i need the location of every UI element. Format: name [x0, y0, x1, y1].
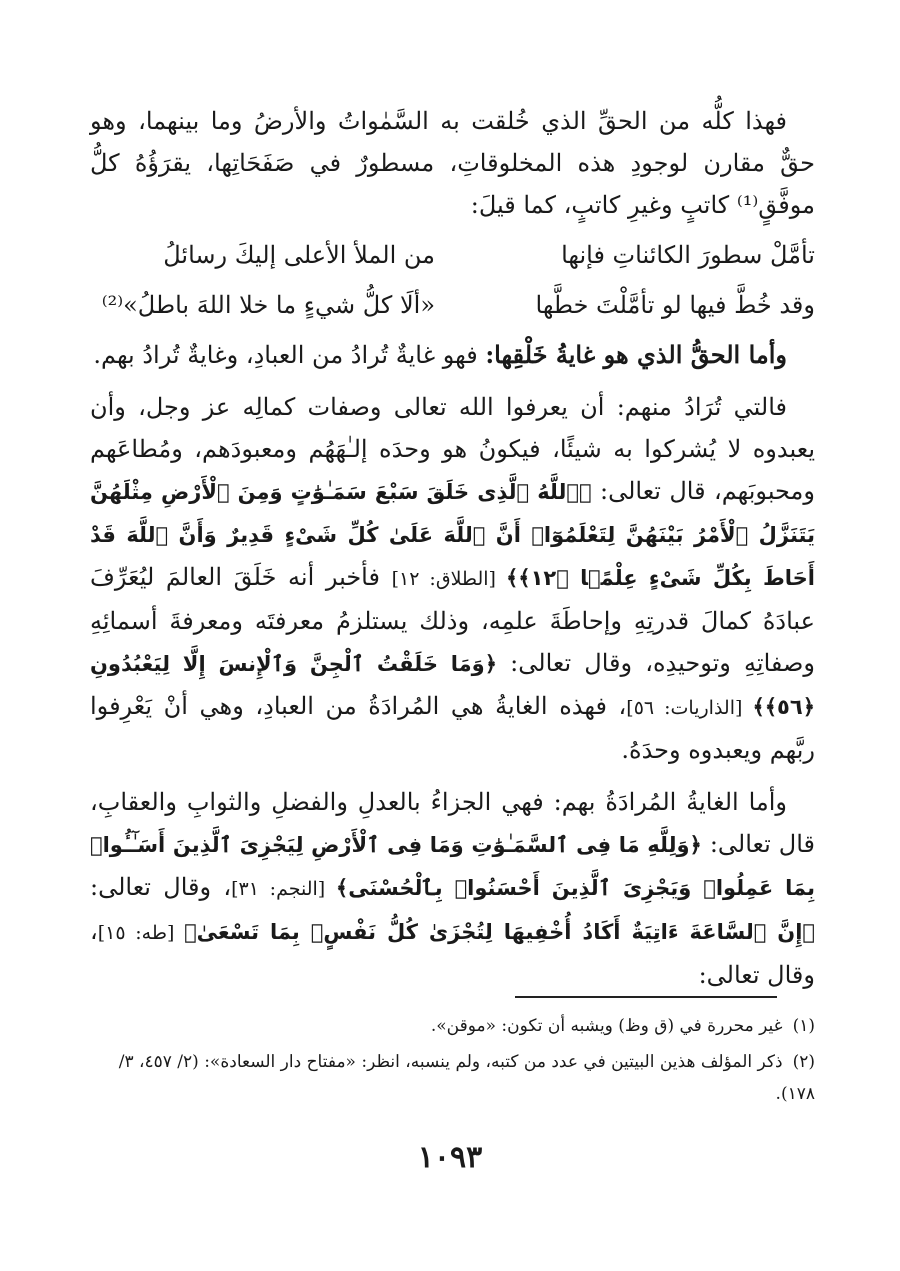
paragraph-2 — [90, 334, 815, 376]
footnote-2 — [90, 1046, 815, 1110]
quran-verse-taha: ﴿إِنَّ ٱلسَّاعَةَ ءَاتِيَةٌ أَكَادُ أُخْفِيهَا لِتُجْزَىٰ كُلُّ نَفْسٍۭ بِمَا تَسْعَىٰ﴾ — [184, 920, 816, 944]
paragraph-3-text-a: فالتي تُرَادُ منهم: أن يعرفوا الله تعالى وصفات كمالِه عز وجل، وأن يعبدوه لا يُشركوا به شيئًا، فيكونُ هو وحدَه إلـٰهَهُم ومعبودَهم، ومُطاعَهم ومحبوبَهم، قال تعالى: — [90, 393, 815, 505]
footnote-1-text: غير محررة في (ق وظ) ويشبه أن تكون: «موقن». — [430, 1016, 783, 1036]
paragraph-2-heading: وأما الحقُّ الذي هو غايةُ خَلْقِها: — [485, 340, 787, 369]
footnote-2-text: ذكر المؤلف هذين البيتين في عدد من كتبه، ولم ينسبه، انظر: «مفتاح دار السعادة»: (٢/ ٤٥٧، ٣/ ١٧٨). — [118, 1052, 815, 1104]
paragraph-2-text: فهو غايةٌ تُرادُ من العبادِ، وغايةٌ تُرادُ بهم. — [93, 341, 486, 369]
paragraph-3-text-b: فأخبر أنه خَلَقَ العالمَ ليُعَرِّفَ عبادَهُ كمالَ قدرتِهِ وإحاطَةَ علمِه، وذلك يستلزمُ معرفتَه ومعرفةَ أسمائِهِ وصفاتِهِ وتوحيدِه، وقال تعالى: — [90, 563, 816, 677]
page-number: ١٠٩٣ — [417, 1140, 483, 1175]
paragraph-3-text-c: ، فهذه الغايةُ هي المُرادَةُ من العبادِ، وهي أنْ يَعْرِفوا ربَّهم ويعبدوه وحدَهُ. — [90, 692, 815, 764]
footnote-1-number: (١) — [792, 1016, 815, 1036]
paragraph-4 — [90, 781, 815, 996]
verse-1-second-hemistich: من الملأ الأعلى إليكَ رسائلُ — [163, 241, 435, 269]
paragraph-3 — [90, 386, 815, 771]
verse-1-first-hemistich: تأمَّلْ سطورَ الكائناتِ فإنها — [561, 241, 815, 269]
paragraph-4-text-b: ، وقال تعالى: — [90, 873, 232, 901]
poem-verse-2 — [90, 284, 815, 326]
verse-2-first-hemistich: وقد خُطَّ فيها لو تأمَّلْتَ خطَّها — [535, 291, 815, 319]
quran-verse-talaq: ﴿ٱللَّهُ ٱلَّذِى خَلَقَ سَبْعَ سَمَـٰوَٰتٍ وَمِنَ ٱلْأَرْضِ مِثْلَهُنَّ يَتَنَزَّلُ ٱلْأَمْرُ بَيْنَهُنَّ لِتَعْلَمُوٓا۟ أَنَّ ٱللَّهَ عَلَىٰ كُلِّ شَىْءٍ قَدِيرٌ وَأَنَّ ٱللَّهَ قَدْ أَحَاطَ بِكُلِّ شَىْءٍ عِلْمًۢا ﴿١٢﴾﴾ — [90, 480, 815, 590]
main-text — [90, 100, 815, 1000]
footnotes — [90, 1010, 815, 1114]
quran-ref-najm: [النجم: ٣١] — [231, 878, 336, 900]
footnote-1 — [90, 1010, 815, 1042]
verse-2-second-hemistich: «ألَا كلُّ شيءٍ ما خلا اللهَ باطلُ»⁽²⁾ — [101, 291, 435, 319]
quran-verse-dhariyat: ﴿وَمَا خَلَقْتُ ٱلْجِنَّ وَٱلْإِنسَ إِلَّا لِيَعْبُدُونِ ﴿٥٦﴾﴾ — [90, 652, 815, 719]
paragraph-4-text-c: ، وقال تعالى: — [90, 917, 815, 989]
quran-ref-taha: [طه: ١٥] — [97, 922, 185, 944]
footnote-divider — [515, 996, 777, 998]
poem-verse-1 — [90, 234, 815, 276]
footnote-2-number: (٢) — [792, 1052, 815, 1072]
paragraph-4-text-a: وأما الغايةُ المُرادَةُ بهم: فهي الجزاءُ بالعدلِ والفضلِ والثوابِ والعقابِ، قال تعالى: — [90, 788, 816, 858]
quran-verse-najm: ﴿وَلِلَّهِ مَا فِى ٱلسَّمَـٰوَٰتِ وَمَا فِى ٱلْأَرْضِ لِيَجْزِىَ ٱلَّذِينَ أَسَـٰٓـُٔوا۟ بِمَا عَمِلُوا۟ وَيَجْزِىَ ٱلَّذِينَ أَحْسَنُوا۟ بِٱلْحُسْنَى﴾ — [90, 833, 816, 900]
paragraph-1-text: فهذا كلُّه من الحقِّ الذي خُلقت به السَّمٰواتُ والأرضُ وما بينهما، وهو حقٌّ مقارن لوجودِ هذه المخلوقاتِ، مسطورٌ في صَفَحَاتِها، يقرَؤُهُ كلُّ موفَّقٍ⁽¹⁾ كاتبٍ وغيرِ كاتبٍ، كما قيلَ: — [90, 107, 815, 219]
quran-ref-talaq: [الطلاق: ١٢] — [391, 568, 506, 590]
paragraph-1 — [90, 100, 815, 226]
quran-ref-dhariyat: [الذاريات: ٥٦] — [626, 697, 753, 719]
